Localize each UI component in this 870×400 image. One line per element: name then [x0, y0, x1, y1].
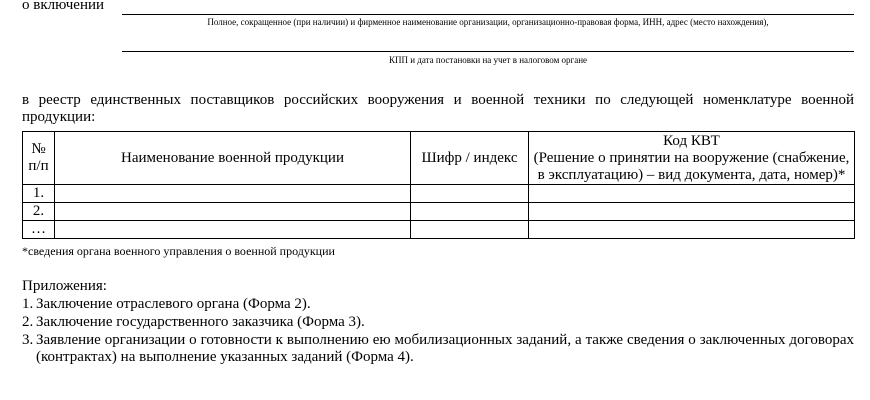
fill-in-line-kpp: [122, 51, 854, 52]
header-number-abbr: п/п: [28, 158, 49, 174]
appendices-title: Приложения:: [22, 278, 107, 294]
table-row: [23, 221, 855, 239]
caption-organization-details: Полное, сокращенное (при наличии) и фирменное наименование организации, организационно-правовая форма, ИНН, адрес (место нахождения),: [207, 17, 769, 27]
cell-code-index[interactable]: [411, 203, 529, 221]
appendix-number: 3.: [22, 332, 34, 348]
appendices-list: [22, 296, 854, 367]
header-left-text: о включении: [22, 0, 105, 13]
table-row: [23, 203, 855, 221]
caption-kpp-date: КПП и дата постановки на учет в налоговом органе: [388, 55, 588, 65]
cell-product-name[interactable]: [55, 185, 411, 203]
header-kvt-desc-1: (Решение о принятии на вооружение (снабжение,: [533, 149, 850, 166]
header-kvt-title: Код КВТ: [663, 132, 720, 149]
military-products-table: [22, 131, 855, 239]
appendix-text: Заключение отраслевого органа (Форма 2).: [36, 296, 311, 312]
cell-product-name[interactable]: [55, 221, 411, 239]
row-number: 2.: [23, 203, 55, 221]
appendix-text: Заявление организации о готовности к выполнению ею мобилизационных заданий, а также сведения о заключенных договорах (контрактах) на выполнение указанных заданий (Форма 4).: [36, 332, 854, 365]
header-product-name: Наименование военной продукции: [55, 132, 411, 185]
list-item: [22, 296, 854, 313]
header-number: [23, 132, 55, 185]
cell-kvt-code[interactable]: [529, 221, 855, 239]
fill-in-line-organization: [122, 14, 854, 15]
cell-code-index[interactable]: [411, 185, 529, 203]
appendix-number: 2.: [22, 314, 34, 330]
cell-kvt-code[interactable]: [529, 185, 855, 203]
row-number: …: [23, 221, 55, 239]
header-kvt-code: [529, 132, 855, 185]
intro-paragraph: в реестр единственных поставщиков российских вооружения и военной техники по следующей номенклатуре военной продукции:: [22, 92, 854, 125]
list-item: [22, 314, 854, 331]
header-code-index: Шифр / индекс: [411, 132, 529, 185]
row-number: 1.: [23, 185, 55, 203]
appendix-text: Заключение государственного заказчика (Форма 3).: [36, 314, 365, 330]
header-kvt-desc-2: в эксплуатацию) – вид документа, дата, номер)*: [537, 166, 846, 183]
table-header-row: [23, 132, 855, 185]
cell-product-name[interactable]: [55, 203, 411, 221]
cell-kvt-code[interactable]: [529, 203, 855, 221]
header-number-symbol: №: [31, 141, 46, 157]
appendix-number: 1.: [22, 296, 34, 312]
cell-code-index[interactable]: [411, 221, 529, 239]
table-row: [23, 185, 855, 203]
table-footnote: *сведения органа военного управления о военной продукции: [22, 244, 335, 258]
list-item: [22, 332, 854, 366]
